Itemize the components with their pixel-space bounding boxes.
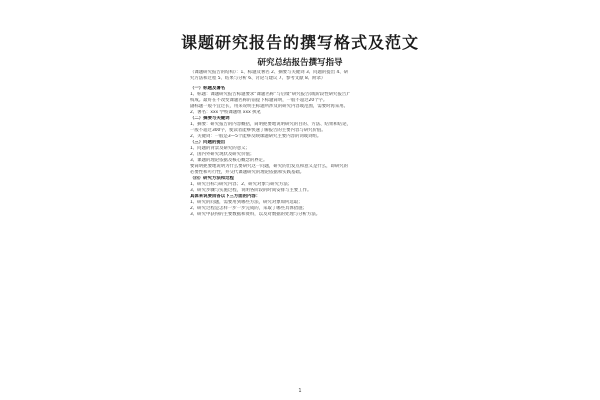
body-text-line: 3、研究步骤与实施过程，说明各阶段的时间安排与主要工作。 xyxy=(190,188,312,193)
body-text-line: 3、课题的理论依据及核心概念的界定。 xyxy=(190,158,268,163)
body-text-line: 副标题一般不宜过长，用来说明主标题所涉及的研究内容或范围，需要时再采用。 xyxy=(190,104,349,109)
body-text-line: 2、国内外研究现状及研究价值； xyxy=(190,152,255,157)
document-title: 课题研究报告的撰写格式及范文 xyxy=(180,33,419,52)
section-heading: （二）摘要与关键词 xyxy=(190,116,230,121)
body-text-line: （课题研究报告的结构）：1、标题及署名 2、摘要与关键词 3、问题的提出 4、研 xyxy=(190,70,349,75)
body-text-line: 1、问题的背景及研究的意义； xyxy=(190,146,250,151)
document-subtitle: 研究总结报告撰写指导 xyxy=(257,58,343,68)
body-text-line: 1、摘要：研究报告的内容概括，简明扼要地说明研究的目的、方法、结果和结论， xyxy=(190,122,351,127)
body-text-line: 2、署名：xxx 学校课题组 xxx 执笔 xyxy=(190,110,261,115)
body-text-line: 要简明扼要地说明为什么要研究这一问题，研究的出发点和意义是什么，即研究的 xyxy=(190,164,349,169)
body-text-line: 3、研究中获得的主要数据和资料，以及对数据的处理与分析方法。 xyxy=(190,212,321,217)
body-text-line: 构成。最好在不改变课题名称的前提下标题简明，一般不超过20个字。 xyxy=(190,98,328,103)
body-text-line: 必要性和可行性，并交代课题研究的理论依据和实践基础。 xyxy=(190,170,305,175)
section-heading: （四）研究方法和过程 xyxy=(190,176,234,181)
section-heading: （一）标题及署名 xyxy=(190,86,226,91)
body-text-line: 究方法和过程 5、结果与分析 6、讨论与建议 7、参考文献 8、附录） xyxy=(190,76,326,81)
body-text-line: 1、研究目标与研究内容；2、研究对象与研究方法； xyxy=(190,182,293,187)
body-text-line: 2、关键词：一般是3—5个能够反映课题研究主要内容的词或词组。 xyxy=(190,134,322,139)
document-body xyxy=(190,70,426,218)
body-text-line: 具体来说要回答以下三方面的内容： xyxy=(190,194,261,199)
body-text-line: 1、研究的问题，需要用到哪些方法，研究对象如何选取； xyxy=(190,200,303,205)
body-text-line: 一般不超过300字，使读者能够快速了解报告的主要内容与研究价值。 xyxy=(190,128,326,133)
section-heading: （三）问题的提出 xyxy=(190,140,226,145)
body-text-line: 1、标题：课题研究报告标题要求“课题名称”与后缀“研究报告(或阶段性研究报告)” xyxy=(190,92,351,97)
page-number: 1 xyxy=(298,388,302,394)
body-text-line: 2、研究过程是怎样一步一步完成的，采取了哪些具体措施； xyxy=(190,206,307,211)
